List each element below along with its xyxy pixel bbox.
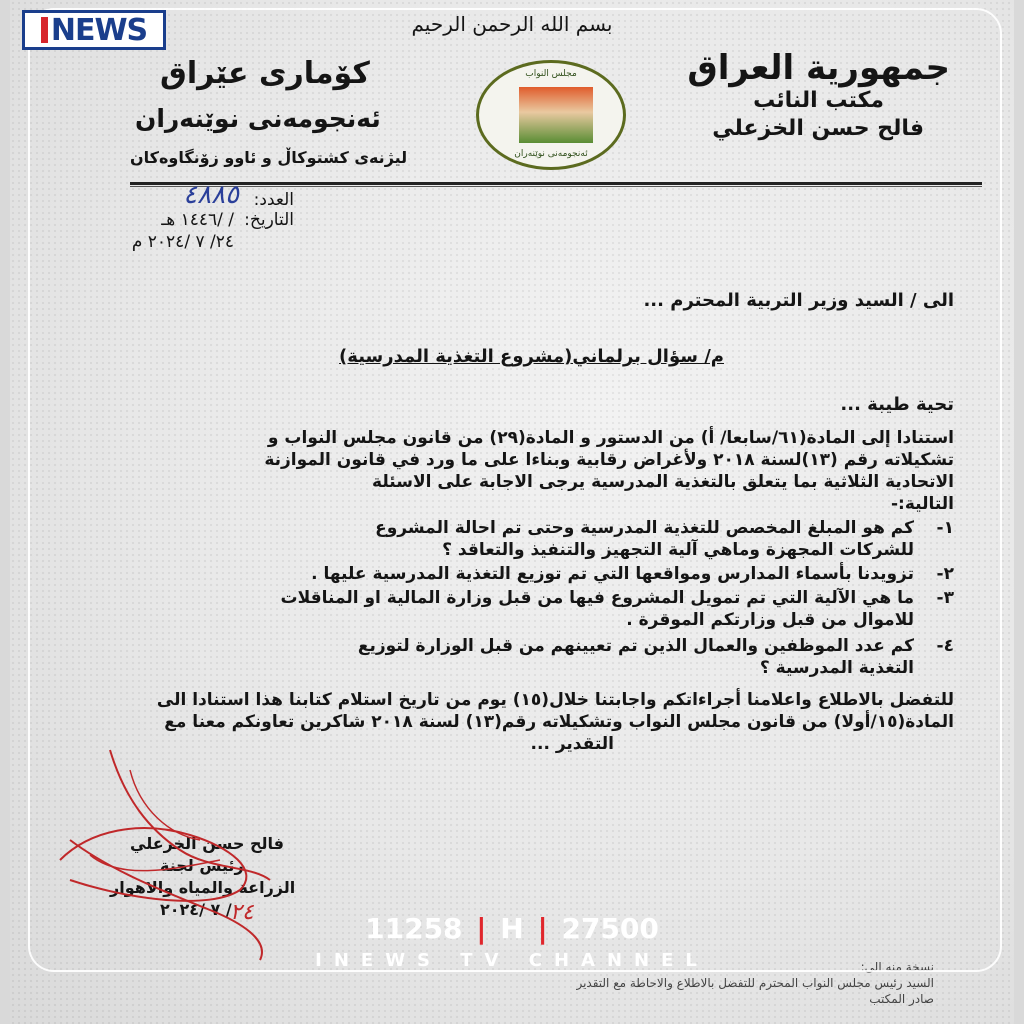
broadcast-frame <box>28 8 1002 972</box>
satellite-frequency <box>0 912 1024 945</box>
closing-line-3: التقدير ... <box>530 734 614 754</box>
office-title: مكتب النائب <box>753 88 884 113</box>
basmala: بسم الله الرحمن الرحيم <box>411 12 613 36</box>
kurdish-committee: لیژنەی کشتوکاڵ و ئاوو زۆنگاوەکان <box>130 148 408 167</box>
frequency-value: 11258 <box>365 912 463 945</box>
question-4-line-1: كم عدد الموظفين والعمال الذين تم تعيينهم من قبل الوزارة لتوزيع <box>357 636 914 656</box>
intro-line-4: التالية:- <box>890 494 954 514</box>
subject: م/ سؤال برلماني(مشروع التغذية المدرسية) <box>339 346 724 367</box>
logo-i-bar-icon <box>41 17 48 43</box>
intro-line-2: تشكيلاته رقم (١٣)لسنة ٢٠١٨ ولأغراض رقابية وبناءا على ما ورد في قانون الموازنة <box>264 450 954 470</box>
emblem-text-bottom: ئەنجومەنی نوێنەران <box>514 149 588 159</box>
signature-date: / ٧ /٢٠٢٤ <box>160 900 232 919</box>
question-4-number: ٤- <box>936 636 954 656</box>
polarization-value: H <box>500 912 524 945</box>
question-2-line-1: تزويدنا بأسماء المدارس ومواقعها التي تم توزيع التغذية المدرسية عليها . <box>311 564 914 584</box>
number-value: ٤٨٨٥ <box>183 180 239 210</box>
intro-line-1: استنادا إلى المادة(٦١/سابعا/ أ) من الدستور و المادة(٢٩) من قانون مجلس النواب و <box>267 428 954 448</box>
date-gregorian: ٢٤/ ٧ /٢٠٢٤ م <box>131 232 234 252</box>
question-3-line-1: ما هي الآلية التي تم تمويل المشروع فيها من قبل وزارة المالية او المناقلات <box>280 588 914 608</box>
frequency-separator: | <box>537 912 548 945</box>
closing-line-2: المادة(١٥/أولا) من قانون مجلس النواب وتشكيلاته رقم(١٣) لسنة ٢٠١٨ شاكرين تعاونكم معنا مع <box>164 712 954 732</box>
mp-name: فالح حسن الخزعلي <box>712 116 924 141</box>
question-1-line-1: كم هو المبلغ المخصص للتغذية المدرسية وحتى تم احالة المشروع <box>375 518 914 538</box>
signature-committee: الزراعة والمياه والاهوار <box>110 878 296 897</box>
kurdish-parliament: ئەنجومەنی نوێنەران <box>135 104 381 133</box>
inews-logo <box>22 10 166 50</box>
number-label: العدد: <box>253 190 294 210</box>
cc-label: نسخة منه الى: <box>860 960 934 974</box>
greeting: تحية طيبة ... <box>840 394 954 415</box>
logo-text: NEWS <box>50 12 148 48</box>
closing-line-1: للتفضل بالاطلاع واعلامنا أجراءاتكم واجابتنا خلال(١٥) يوم من تاريخ استلام كتابنا هذا استنادا الى <box>156 690 954 710</box>
signature-title: رئيس لجنة <box>160 856 244 875</box>
question-2-number: ٢- <box>936 564 954 584</box>
signature-handwritten-day: ٢٤ <box>230 900 254 925</box>
question-3-number: ٣- <box>936 588 954 608</box>
question-4-line-2: التغذية المدرسية ؟ <box>759 658 914 678</box>
channel-name: INEWS TV CHANNEL <box>315 950 709 971</box>
cc-line-2: صادر المكتب <box>869 992 934 1006</box>
emblem-text-top: مجلس النواب <box>525 69 577 79</box>
date-label: التاريخ: <box>244 210 294 230</box>
republic-title: جمهورية العراق <box>687 48 950 88</box>
addressee: الى / السيد وزير التربية المحترم ... <box>643 290 954 311</box>
signature-name: فالح حسن الخزعلي <box>130 834 284 853</box>
cc-line-1: السيد رئيس مجلس النواب المحترم للتفضل بالاطلاع والاحاطة مع التقدير <box>576 976 934 990</box>
intro-line-3: الاتحادية الثلاثية بما يتعلق بالتغذية المدرسية يرجى الاجابة على الاسئلة <box>372 472 954 492</box>
date-hijri: / /١٤٤٦ هـ <box>161 210 234 230</box>
question-3-line-2: للاموال من قبل وزارتكم الموقرة . <box>626 610 914 630</box>
frequency-separator: | <box>476 912 487 945</box>
question-1-number: ١- <box>936 518 954 538</box>
question-1-line-2: للشركات المجهزة وماهي آلية التجهيز والتنفيذ والتعاقد ؟ <box>442 540 914 560</box>
kurdish-republic: کۆماری عێراق <box>160 56 370 91</box>
symbol-rate-value: 27500 <box>561 912 659 945</box>
